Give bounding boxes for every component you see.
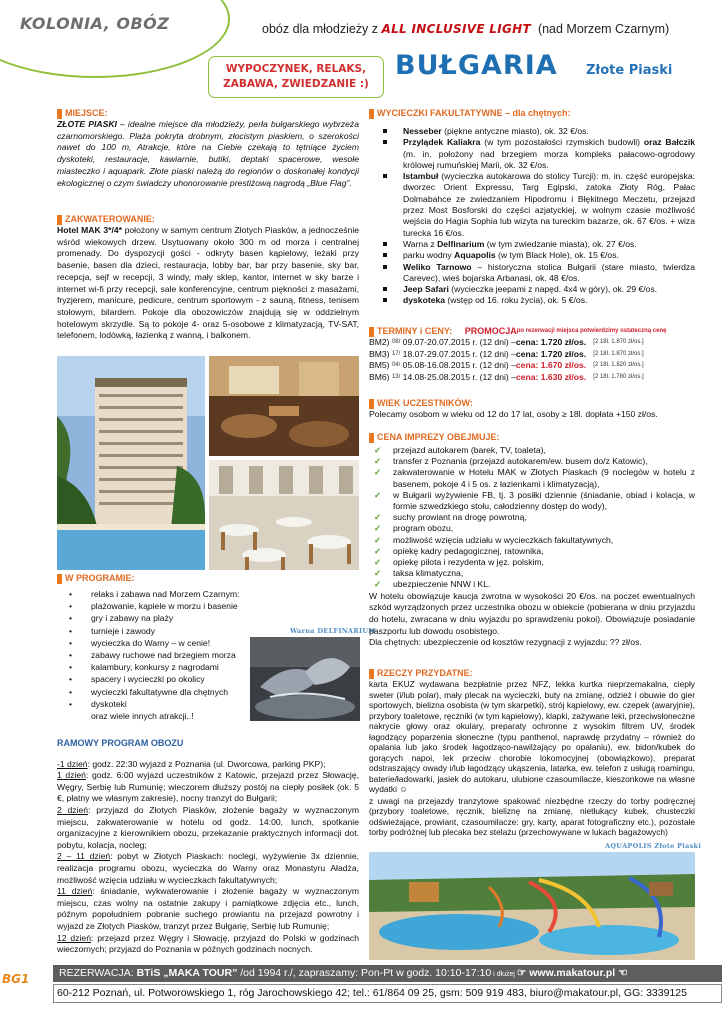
term-price: cena: 1.630 zł/os. [515,371,587,382]
term-price: cena: 1.670 zł/os. [515,360,587,371]
day-text: : godz. 6:00 wyjazd uczestników z Katowic, przejazd przez Słowację, Węgry, Serbię lub Rumunię; wieczorem dłuższy postój na ciepły posiłek (ok. 5 €, płatny we własnym zakresie), nocny tranzyt do Bułgarii; [57,770,359,804]
wycieczki-heading-label: WYCIECZKI FAKULTATYWNE – dla chętnych: [377,107,571,118]
hotel-lobby-photo [209,356,359,456]
day-text: : śniadanie, wykwaterowanie i złożenie bagaży w wyznaczonym miejscu, czas wolny na ostatnie zakupy i pamiątkowe zdjęcia etc., lunch, późnym popołudniem pobranie suchego prowiantu na przejazd powrotny i wyjazd ze Złotych Piasków, tranzyt przez Bułgarię, Serbię lub Rumunię; [57,886,359,932]
item-text: (w tym Black Hole), ok. 15 €/os. [495,250,619,261]
term-note: [2 18l. 1.870 zł/os.] [593,339,644,345]
zakwaterowanie-heading-label: ZAKWATEROWANIE: [65,213,155,224]
tagline [262,22,712,36]
heading-bar [57,109,62,119]
list-item: ✓ taksa klimatyczna, [369,568,695,579]
term-price: cena: 1.720 zł/os. [515,337,587,347]
list-item: ✓ program obozu, [369,523,695,534]
day-item [57,886,359,932]
tagline-pre: obóz dla młodzieży z [262,22,382,36]
rzeczy-heading [369,668,695,679]
day-label: 1 dzień [57,770,86,781]
rzeczy-text: karta EKUZ wydawana bezpłatnie przez NFZ, lekka kurtka nieprzemakalna, ciepły sweter (i/lub polar), mały plecak na wycieczki, buty na zmianę, odzież i obuwie do gier sportowych, bielizna osobista (w tym skarpetki), strój kąpielowy, ew. czepek (awaryjnie), przybory toaletowe, ręczniki (w tym kąpielowy), klapki, zażywane leki, przeciwsłoneczne nakrycie głowy oraz okulary, preparaty ochronne z wysokim filtrem UV, środek łagodzący poparzenia słoneczne (typu panthenol, naprawdę przydatny – również do opalania lub jako środek łagodząco-nawilżający po opalaniu), ew. bidon/kubek do gorących napoi, lek przeciw chorobie lokomocyjnej (obowiązkowo), preparat odstraszający owady i/lub łagodzący ukąszenia, latarka, ew. telefon z usługą roamingu, baterie/ładowarki, jasiek do autokaru, ulubione czasoumilacze, kieszonkowe na własne wydatki ☺ [369,679,695,794]
section-wiek [369,398,695,421]
item-text: Warna z [403,238,438,249]
day-label: -1 dzień [57,758,88,769]
list-item: ✓ w Bułgarii wyżywienie FB, tj. 3 posiłki dziennie (śniadanie, obiad i kolacja, w formie szwedzkiego stołu, całodzienny dostęp do wody), [369,490,695,512]
section-miejsce [57,108,359,189]
list-item: • relaks i zabawa nad Morzem Czarnym: [57,588,292,600]
item-bold: dyskoteka [403,295,446,306]
term-row [369,337,695,349]
footer-dluzej: i dłużej [491,971,517,978]
slogan-line2: ZABAWA, ZWIEDZANIE :) [223,78,369,90]
item-text: (w tym pozostałości rzymskich budowli) [480,137,644,148]
term-row [369,349,695,361]
list-item: • zabawy ruchowe nad brzegiem morza [57,649,292,661]
term-code: BM3) [369,348,390,359]
tagline-highlight: ALL INCLUSIVE LIGHT [381,22,531,36]
list-item [369,295,695,306]
promo-note: po rezerwacji miejsca potwierdzimy ostateczną cenę [516,327,667,334]
list-item [369,171,695,239]
ramowy-heading: RAMOWY PROGRAM OBOZU [57,738,184,748]
item-bold: Weliko Tarnowo [403,261,472,272]
term-dates: 18.07-29.07.2015 r. (12 dni) – [402,348,516,359]
term-num: 08/ [391,339,401,345]
wycieczki-heading [369,108,695,119]
dolphinarium-photo [250,637,360,721]
footer-firm: BTiS „MAKA TOUR” [136,967,238,979]
miejsce-heading [57,108,359,119]
term-dates: 09.07-20.07.2015 r. (12 dni) – [402,337,516,347]
list-item: • turnieje i zawody [57,625,292,637]
day-item [57,770,359,805]
hotel-exterior-photo [57,356,205,570]
list-item: ✓ suchy prowiant na drogę powrotną, [369,512,695,523]
kaucja-text: W hotelu obowiązuje kaucja zwrotna w wysokości 20 €/os. na poczet ewentualnych szkód wyrządzonych przez uczestnika obozu w obiekcie (pobierana w dniu przyjazdu do hotelu, zwracana w dniu wyjazdu po sprawdzeniu pokoi). Obowiązuje posiadanie paszportu lub dowodu osobistego. [369,590,695,636]
term-note: [2 18l. 1.870 zł/os.] [593,350,644,357]
item-text: (wycieczka autokarowa do stolicy Turcji): m. in. część europejska: dworzec Orient Expressu, Targ Egipski, zatoka Złoty Róg, Pałac Dolmabahce ze zwiedzaniem Hipodromu i Błękitnego Meczetu, przejazd przez Most Bosforski do części azjatyckiej, w wolnym czasie możliwość wejścia do Hagia Sophia lub wizyta na tureckim bazarze, ok. 67 €/os. + wiza turecka 16 €/os. [403,171,695,238]
item-bold: Nesseber [403,126,442,136]
term-dates: 14.08-25.08.2015 r. (12 dni) – [402,371,516,382]
heading-bar [369,669,374,679]
item-text: (wstęp od 16. roku życia), ok. 5 €/os. [445,295,588,306]
section-rzeczy [369,668,695,838]
heading-bar [369,327,374,337]
chetni-text: Dla chętnych: ubezpieczenie od kosztów rezygnacji z wyjazdu: ?? zł/os. [369,637,642,648]
term-note: [2 18l. 1.820 zł/os.] [593,362,644,369]
terminy-heading-label: TERMINY i CENY: [377,325,453,336]
day-text: : pobyt w Złotych Piaskach: noclegi, wyżywienie 3x dziennie, realizacja programu obozu, wycieczka do Warny oraz Monastyru Aładża, możliwość wzięcia udziału w wycieczkach fakultatywnych; [57,851,360,885]
zakwaterowanie-text [57,225,359,342]
item-text: (w tym zwiedzanie miasta), ok. 27 €/os. [484,238,637,249]
item-text: (piękne antyczne miasto), ok. 32 €/os. [441,126,589,136]
miejsce-heading-label: MIEJSCE: [65,107,108,118]
term-code: BM6) [369,371,390,382]
item-bold: Delfinarium [437,238,485,249]
section-ramowy [57,738,359,956]
list-item [369,239,695,250]
section-terminy [369,326,695,383]
miejsce-title: ZŁOTE PIASKI [57,119,117,129]
zakwaterowanie-heading [57,214,359,225]
list-item [369,262,695,285]
item-text: parku wodny [403,250,455,261]
country-title: BUŁGARIA [395,50,558,81]
list-item: • plażowanie, kąpiele w morzu i basenie [57,600,292,612]
rzeczy-text2: z uwagi na przejazdy tranzytowe spakować niezbędne rzeczy do torby podręcznej (przybory toaletowe, ręcznik, bieliznę na zmianę, nietłukący kubek, chusteczki odświeżające, prowiant, czasoumilacze: gry, karty, aparat fotograficzny etc.), pozostałe torby podróżnej lub plecaka bez stelażu (przechowywane w lukach bagażowych) [369,795,695,837]
term-row [369,372,695,384]
footer-web-link[interactable]: ☞ www.makatour.pl ☜ [516,967,628,979]
term-price: cena: 1.720 zł/os. [515,348,587,359]
item-text: – historyczna stolica Bułgarii (stare miasto, twierdza Carevec), wieś bojarska Arbanasi, ok. 48 €/os. [403,261,695,283]
slogan-line1: WYPOCZYNEK, RELAKS, [225,63,367,75]
list-item: ✓ zakwaterowanie w Hotelu MAK w Złotych Piaskach (9 noclegów w hotelu z basenem, pokoje 4 i 5 os. z łazienkami i klimatyzacją), [369,467,695,489]
list-item: ✓ opiekę pilota i rezydenta w jęz. polskim, [369,557,695,568]
item-bold: Przylądek Kaliakra [403,137,481,148]
cena-list [369,445,695,591]
list-item: • wycieczka do Warny – w cenie! [57,637,292,649]
program-heading [57,573,292,584]
slogan-box [208,56,384,98]
term-num: 17/ [391,350,401,357]
term-num: 13/ [391,373,401,380]
item-bold: Istambuł [403,171,439,182]
rzeczy-heading-label: RZECZY PRZYDATNE: [377,667,473,678]
day-label: 2 dzień [57,805,89,816]
item-bold: Jeep Safari [403,284,449,295]
list-item: ✓ przejazd autokarem (barek, TV, toaleta), [369,445,695,456]
day-item [57,933,359,956]
item-bold: oraz Bałczik [643,137,695,148]
heading-bar [369,109,374,119]
day-text: : godz. 22:30 wyjazd z Poznania (ul. Dworcowa, parking PKP); [87,758,326,769]
city-title: Złote Piaski [586,63,673,78]
wiek-heading-label: WIEK UCZESTNIKÓW: [377,397,473,408]
list-item [369,137,695,171]
hotel-name: Hotel MAK 3*/4* [57,225,122,235]
cena-heading-label: CENA IMPREZY OBEJMUJE: [377,431,500,442]
list-item [369,250,695,261]
term-note: [2 18l. 1.780 zł/os.] [593,373,644,380]
day-item [57,805,359,851]
term-dates: 05.08-16.08.2015 r. (12 dni) – [402,360,516,371]
list-item [369,284,695,295]
footer-since: /od 1994 r./, zapraszamy: Pon-Pt w godz. 10:10-17:10 [237,967,492,979]
day-text: : przyjazd do Złotych Piasków, złożenie bagaży w wyznaczonym miejscu, zakwaterowanie w hotelu od godz. 14:00, lunch, spotkanie organizacyjne z kierownikiem obozu, przekazanie praktycznych informacji dot. pobytu, kolacja, nocleg; [57,805,359,850]
footer-bar [53,965,722,982]
item-text: (m. in. położony nad brzegiem morza kompleks pałacowo-ogrodowy królowej rumuńskiej Marii, ok. 32 €/os. [403,148,695,170]
day-label: 12 dzień [57,932,91,943]
list-item [369,126,695,137]
terminy-heading [369,326,695,337]
zakwaterowanie-body: położony w samym centrum Złotych Piasków, a jednocześnie wśród wiekowych drzew. Usytuowany około 300 m od morza i centralnej promenady. Do dyspozycji gości - odkryty basen kąpielowy, leżaki przy basenie, basen dla dzieci, restauracja, lobby bar, bar przy basenie, sky bar, recepcja, sejf w recepcji, 3 windy, mały sklep, kantor, internet w sky barze i internet wi-fi przy recepcji, sale konferencyjne, centrum piękności z masażami, fryzjerem, manicure, pedicure, centrum sportowym - z sauną, fitness, tenisem stołowym, bilardem. Pokoje dla obozowiczów znajdują się w oddzielnym hotelowym skrzydle. Są to pokoje 4- oraz 5-osobowe z klimatyzacją, TV-SAT, telefonem, lodówką, łazienką z wanną, i balkonem. [57,225,360,341]
list-item: ✓ opiekę kadry pedagogicznej, ratownika, [369,546,695,557]
kolonia-title: KOLONIA, OBÓZ [20,14,170,33]
day-item [57,759,359,771]
day-label: 2 – 11 dzień [57,851,111,862]
list-item: ✓ ubezpieczenie NNW i KL. [369,579,695,590]
heading-bar [57,574,62,584]
wiek-text: Polecamy osobom w wieku od 12 do 17 lat, osoby ≥ 18l. dopłata +150 zł/os. [369,409,658,419]
list-item: • gry i zabawy na plaży [57,612,292,624]
miejsce-body: – idealne miejsce dla młodzieży, perła bułgarskiego wybrzeża czarnomorskiego. Plaża pokryta drobnym, złocistym piaskiem, o szerokości nawet do 100 m, Atrakcje, które na Ciebie czekają to tętniące życiem dyskoteki, restauracje, kawiarnie, butiki, deptaki spacerowe, wesołe miasteczko i aquapark. Złote piaski należą do regionów o doskonałej kondycji ekologicznej o czym świadczy uhonorowanie prestiżową nagrodą „Blue Flag”. [57,119,359,188]
list-item: • kalambury, konkursy z nagrodami [57,661,292,673]
heading-bar [369,433,374,443]
delfinarium-caption: Warna DELFINARIUM [290,627,376,635]
wiek-heading [369,398,695,409]
term-code: BM2) [369,337,390,347]
aquapolis-photo [369,852,695,960]
list-item: • dyskoteki [57,698,292,710]
hotel-restaurant-photo [209,460,359,570]
header-oval [0,0,230,78]
day-item [57,851,359,886]
section-cena [369,432,695,649]
page-number: BG1 [2,972,30,986]
heading-bar [369,399,374,409]
term-num: 04/ [391,362,401,369]
footer-address: 60-212 Poznań, ul. Potworowskiego 1, róg Jarochowskiego 42; tel.: 61/864 09 25, gsm: 509 919 483, biuro@makatour.pl, GG: 3339125 [53,984,722,1003]
section-zakwaterowanie [57,214,359,342]
footer-rez: REZERWACJA: [59,967,137,979]
program-heading-label: W PROGRAMIE: [65,572,135,583]
item-text: (wycieczka jeepami z napęd. 4x4 w góry), ok. 29 €/os. [448,284,658,295]
list-item: • wycieczki fakultatywne dla chętnych [57,686,292,698]
miejsce-text [57,119,359,189]
day-label: 11 dzień [57,886,93,897]
list-item: • spacery i wycieczki po okolicy [57,673,292,685]
promo-label: PROMOCJA [464,325,517,336]
list-item: ✓ transfer z Poznania (przejazd autokarem/ew. busem do/z Katowic), [369,456,695,467]
day-text: : przejazd przez Węgry i Słowację, przyjazd do Polski w godzinach wieczornych; przyjazd do Poznania w późnych godzinach nocnych. [57,932,359,955]
aquapolis-caption: AQUAPOLIS Złote Piaski [605,842,702,850]
tagline-post: (nad Morzem Czarnym) [537,22,670,36]
cena-heading [369,432,695,443]
term-row [369,360,695,372]
list-item: ✓ możliwość wzięcia udziału w wycieczkach fakultatywnych, [369,535,695,546]
section-wycieczki [369,108,695,307]
program-more: oraz wiele innych atrakcji..! [91,711,194,722]
term-code: BM5) [369,360,390,371]
wycieczki-list [369,126,695,307]
item-bold: Aquapolis [454,250,496,261]
heading-bar [57,215,62,225]
